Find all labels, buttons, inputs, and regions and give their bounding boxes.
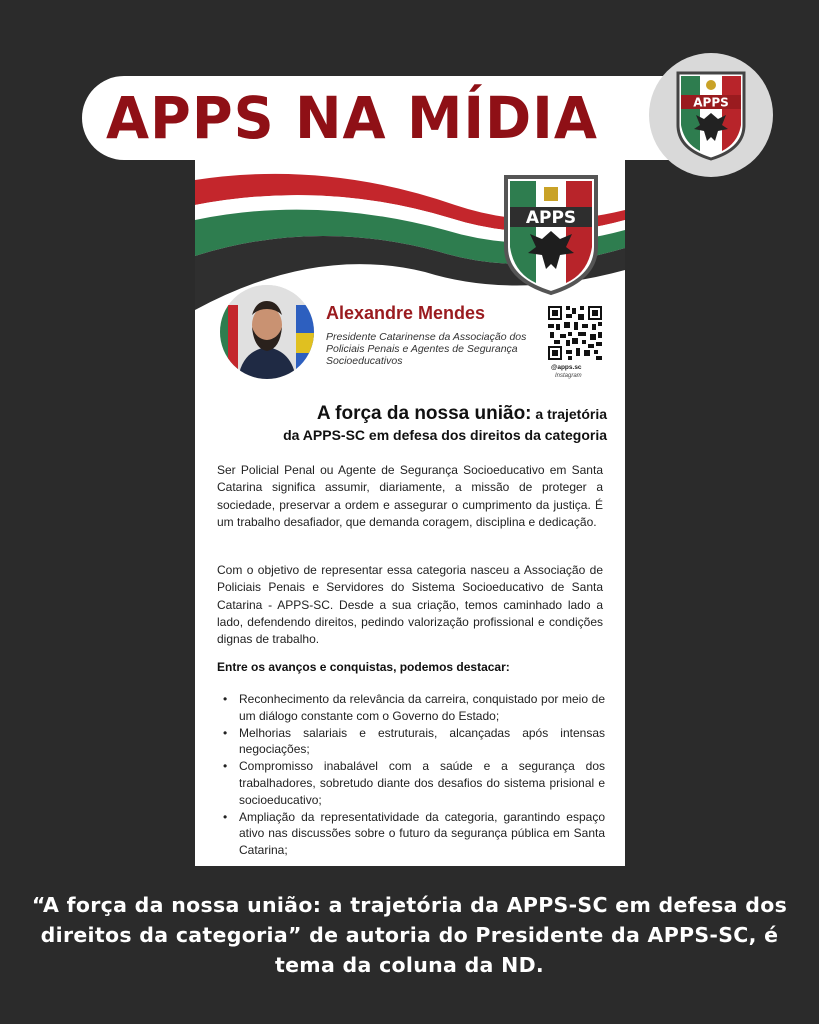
- author-role: Presidente Catarinense da Associação dos Policiais Penais e Agentes de Segurança Socioeducativos: [326, 331, 527, 367]
- article-paragraph-2: Com o objetivo de representar essa categoria nasceu a Associação de Policiais Penais e Servidores do Sistema Socioeducativo de Santa Catarina - APPS-SC. Desde a sua criação, temos caminhado lado a lado, defendendo direitos, pedindo valorização profissional e condições dignas de trabalho.: [217, 563, 603, 647]
- post-caption: “A força da nossa união: a trajetória da APPS-SC em defesa dos direitos da categoria” de autoria do Presidente da APPS-SC, é tema da coluna da ND.: [31, 893, 788, 977]
- banner-title: APPS NA MÍDIA: [106, 84, 598, 152]
- article-title: [215, 404, 607, 446]
- qr-code-icon[interactable]: [548, 306, 602, 360]
- apps-shield-logo-icon: [502, 169, 600, 297]
- highlights-heading: Entre os avanços e conquistas, podemos destacar:: [217, 660, 510, 674]
- article-card: [195, 160, 625, 866]
- person-icon: [220, 285, 314, 379]
- list-item: • Reconhecimento da relevância da carreira, conquistado por meio de um diálogo constante com o Governo do Estado;: [217, 691, 605, 725]
- list-item: • Compromisso inabalável com a saúde e a segurança dos trabalhadores, sobretudo diante dos desafios do sistema prisional e socioeducativo;: [217, 758, 605, 808]
- list-item: • Ampliação da representatividade da categoria, garantindo espaço ativo nas discussões sobre o futuro da segurança pública em Santa Catarina;: [217, 809, 605, 859]
- author-name: Alexandre Mendes: [326, 303, 486, 323]
- author-avatar: [220, 285, 314, 379]
- doc-logo-text: APPS: [525, 208, 577, 228]
- instagram-label: Instagram: [555, 373, 582, 379]
- article-paragraph-1: Ser Policial Penal ou Agente de Segurança Socioeducativo em Santa Catarina significa assumir, diariamente, a missão de proteger a sociedade, preservar a ordem e assegurar o cumprimento da justiça. É um trabalho desafiador, que demanda coragem, disciplina e dedicação.: [217, 463, 603, 529]
- article-title-line2: da APPS-SC em defesa dos direitos da categoria: [283, 427, 607, 443]
- highlights-list: [217, 691, 605, 859]
- list-item: • Melhorias salariais e estruturais, alcançadas após intensas negociações;: [217, 725, 605, 759]
- article-title-bold: A força da nossa união:: [316, 403, 532, 424]
- banner-logo: [649, 53, 773, 177]
- instagram-handle[interactable]: @apps.sc: [551, 364, 582, 371]
- apps-shield-logo-icon: [674, 67, 748, 161]
- banner-logo-text: APPS: [693, 95, 729, 110]
- article-title-rest: a trajetória: [531, 406, 607, 422]
